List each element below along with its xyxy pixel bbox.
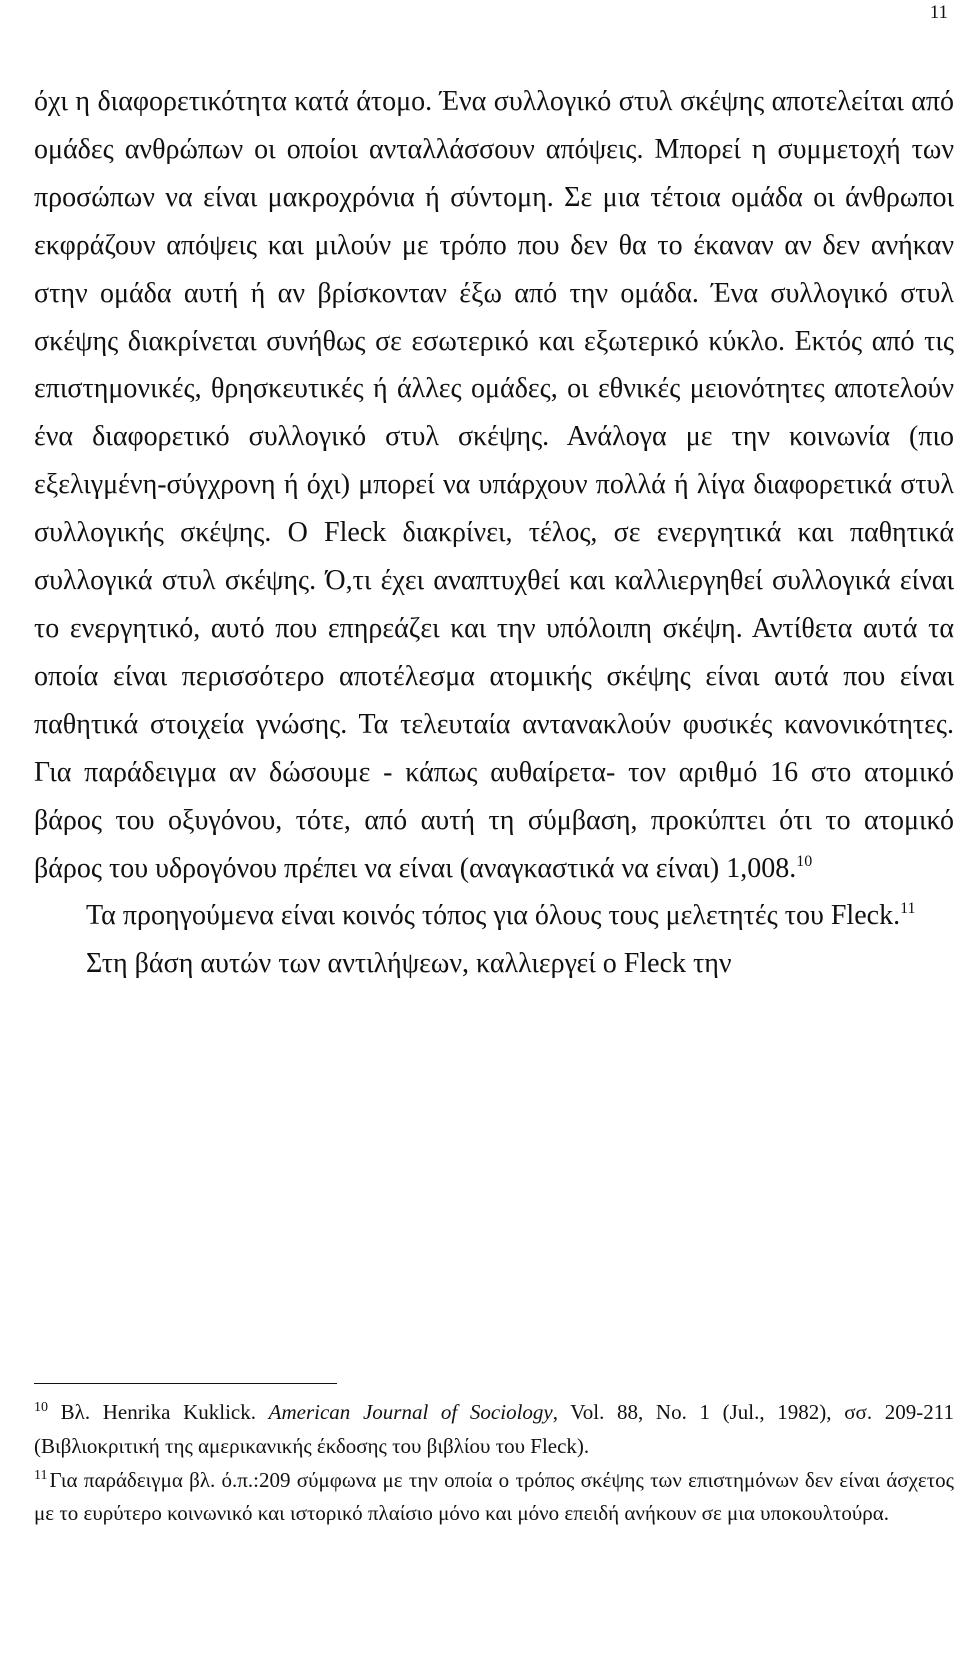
footnotes [34, 1396, 954, 1531]
footnote-reference: 10 [796, 852, 813, 870]
footnote [34, 1464, 954, 1532]
page-number: 11 [929, 2, 948, 23]
footnote-reference: 11 [900, 900, 916, 918]
footnote-number: 10 [34, 1400, 48, 1415]
body-text [34, 78, 954, 988]
journal-title: American Journal of Sociology [268, 1400, 553, 1424]
paragraph-text: όχι η διαφορετικότητα κατά άτομο. Ένα συλλογικό στυλ σκέψης αποτελείται από ομάδες ανθρώπων οι οποίοι ανταλλάσσουν απόψεις. Μπορεί η συμμετοχή των προσώπων να είναι μακροχρόνια ή σύντομη. Σε μια τέτοια ομάδα οι άνθρωποι εκφράζουν απόψεις και μιλούν με τρόπο που δεν θα το έκαναν αν δεν ανήκαν στην ομάδα αυτή ή αν βρίσκονταν έξω από την ομάδα. Ένα συλλογικό στυλ σκέψης διακρίνεται συνήθως σε εσωτερικό και εξωτερικό κύκλο. Εκτός από τις επιστημονικές, θρησκευτικές ή άλλες ομάδες, οι εθνικές μειονότητες αποτελούν ένα διαφορετικό συλλογικό στυλ σκέψης. Ανάλογα με την κοινωνία (πιο εξελιγμένη-σύγχρονη ή όχι) μπορεί να υπάρχουν πολλά ή λίγα διαφορετικά στυλ συλλογικής σκέψης. Ο Fleck διακρίνει, τέλος, σε ενεργητικά και παθητικά συλλογικά στυλ σκέψης. Ό,τι έχει αναπτυχθεί και καλλιεργηθεί συλλογικά είναι το ενεργητικό, αυτό που επηρεάζει και την υπόλοιπη σκέψη. Αντίθετα αυτά τα οποία είναι περισσότερο αποτέλεσμα ατομικής σκέψης είναι αυτά που είναι παθητικά στοιχεία γνώσης. Τα τελευταία αντανακλούν φυσικές κανονικότητες. Για παράδειγμα αν δώσουμε - κάπως αυθαίρετα- τον αριθμό 16 στο ατομικό βάρος του οξυγόνου, τότε, από αυτή τη σύμβαση, προκύπτει ότι το ατομικό βάρος του υδρογόνου πρέπει να είναι (αναγκαστικά να είναι) 1,008. [34, 86, 954, 884]
paragraph [34, 78, 954, 892]
paragraph-text: Τα προηγούμενα είναι κοινός τόπος για όλους τους μελετητές του Fleck. [86, 900, 901, 932]
paragraph [34, 892, 954, 940]
footnote [34, 1396, 954, 1464]
paragraph-text: Στη βάση αυτών των αντιλήψεων, καλλιεργεί ο Fleck την [86, 948, 732, 980]
paragraph [34, 940, 954, 988]
footnote-separator [34, 1383, 337, 1384]
footnote-number: 11 [34, 1467, 48, 1483]
footnote-text: , Vol. 88, No. 1 (Jul., 1982), σσ. 209-211 (Βιβλιοκριτική της αμερικανικής έκδοσης του βιβλίου του Fleck). [34, 1400, 954, 1458]
footnote-text: Για παράδειγμα βλ. ό.π.:209 σύμφωνα με την οποία ο τρόπος σκέψης των επιστημόνων δεν είναι άσχετος με το ευρύτερο κοινωνικό και ιστορικό πλαίσιο μόνο και μόνο επειδή ανήκουν σε μια υποκουλτούρα. [34, 1467, 954, 1526]
footnote-text: Βλ. Henrika Kuklick. [48, 1400, 269, 1424]
